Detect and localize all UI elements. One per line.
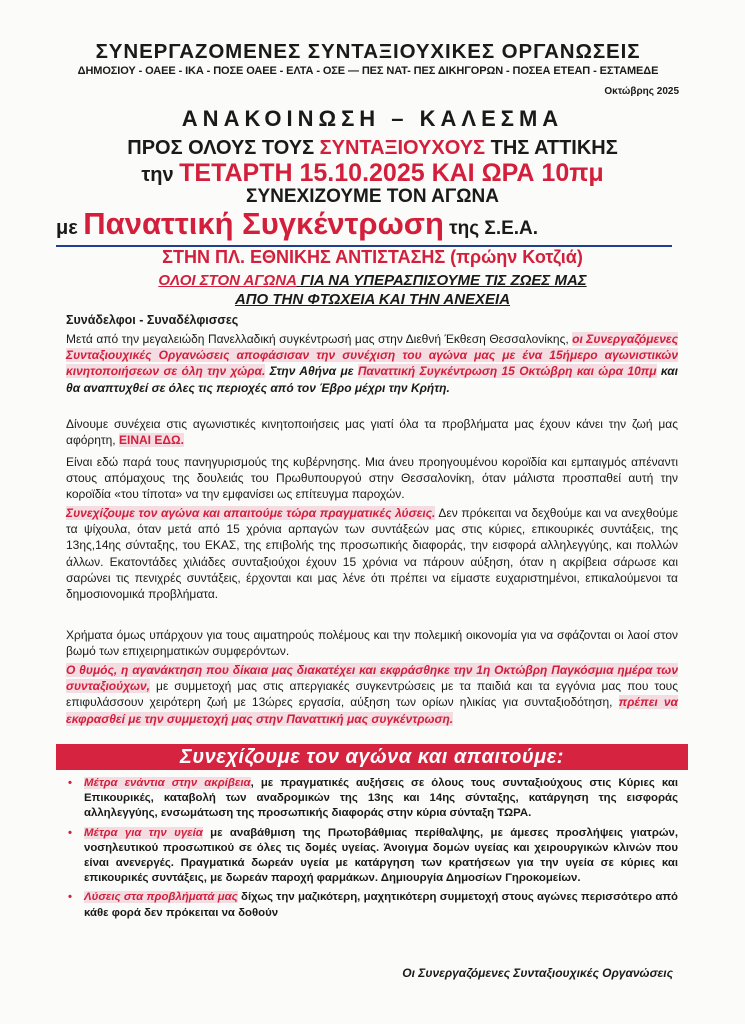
slogan-rest: ΓΙΑ ΝΑ ΥΠΕΡΑΣΠΙΣΟΥΜΕ ΤΙΣ ΖΩΕΣ ΜΑΣ	[296, 272, 587, 289]
slogan-line-2	[0, 290, 745, 309]
headline-rally-suffix: της Σ.Ε.Α.	[443, 218, 539, 239]
paragraph-3: Είναι εδώ παρά τους πανηγυρισμούς της κυβέρνησης. Μια άνευ προηγουμένου κοροϊδία και εμπαιγμός απέναντι στους απόμαχους της δουλειάς του Πρωθυπουργού στην Θεσσαλονίκη, όταν μάλιστα προσπαθεί αυτή την κοροϊδία «του τίποτα» να την εμφανίσει ως επίτευγμα παροχών.	[66, 455, 678, 502]
demand-text: δίχως την μαζικότερη, μαχητικότερη συμμετοχή στους αγώνες περισσότερο από κάθε φορά δεν πρόκειται να δοθούν	[84, 891, 679, 919]
p6-text: με συμμετοχή μας στις απεργιακές συγκεντρώσεις με τα παιδιά και τα εγγόνια μας που τους επιφυλάσσουν χειρότερη ζωή με 13ώρες εργασία, αύξηση των ορίων ηλικίας για συνταξιοδότηση,	[66, 679, 678, 710]
p6-highlight-c: πρέπει να εκφρασθεί με την συμμετοχή μας στην Παναττική μας συγκέντρωση.	[66, 695, 678, 726]
demands-list	[66, 776, 678, 925]
demand-lead: Λύσεις στα προβλήματά μας	[84, 891, 238, 904]
signature: Οι Συνεργαζόμενες Συνταξιουχικές Οργανώσεις	[402, 966, 673, 980]
demand-lead: Μέτρα για την υγεία	[84, 826, 203, 839]
bullet-icon: •	[68, 891, 72, 904]
headline-addressee	[0, 136, 745, 160]
demand-text: με αναβάθμιση της Πρωτοβάθμιας περίθαλψης, με άμεσες προσλήψεις γιατρών, νοσηλευτικού προσωπικού σε όλες τις δομές υγείας. Άνοιγμα δομών υγείας και χειρουργικών κλινών που είναι ανενεργές. Πραγματικά δωρεάν υγεία με κατάργηση των κρατήσεων για την υγεία σε κύριες και επικουρικές συντάξεις, με δωρεάν παροχή φαρμάκων. Δημιουργία Δημοσίων Γηροκομείων.	[84, 826, 679, 885]
bullet-icon: •	[68, 777, 72, 789]
p2-highlight: ΕΙΝΑΙ ΕΔΩ.	[118, 433, 184, 448]
p4-highlight: Συνεχίζουμε τον αγώνα και απαιτούμε τώρα πραγματικές λύσεις.	[66, 506, 436, 520]
p1-highlight-b: οι Συνεργαζόμενες Συνταξιουχικές Οργανώσεις αποφάσισαν την συνέχιση του αγώνα μας με ένα 15ήμερο αγωνιστικών κινητοποιήσεων σε όλη την χώρα.	[66, 332, 678, 379]
org-members: ΔΗΜΟΣΙΟΥ - ΟΑΕΕ - ΙΚΑ - ΠΟΣΕ ΟΑΕΕ - ΕΛΤΑ - ΟΣΕ — ΠΕΣ ΝΑΤ- ΠΕΣ ΔΙΚΗΓΟΡΩΝ - ΠΟΣΕΑ ΕΤΕΑΠ - ΕΣΤΑΜΕΔΕ	[77, 65, 659, 77]
demand-text: , με πραγματικές αυξήσεις σε όλους τους συνταξιούχους στις Κύριες και Επικουρικές, καταβολή των αναδρομικών της 13ης και 14ης σύνταξης, κατάργηση της εισφοράς αλληλεγγύης, ενσωμάτωση της προσωπικής διαφοράς στην κύρια σύνταξη ΤΩΡΑ.	[84, 777, 678, 820]
slogan-highlight: ΟΛΟΙ ΣΤΟΝ ΑΓΩΝΑ	[158, 272, 297, 289]
headline-rally-prefix: με	[56, 217, 84, 239]
paragraph-5: Χρήματα όμως υπάρχουν για τους αιματηρούς πολέμους και την πολεμική οικονομία για να σφάζονται οι λαοί στον βωμό των επιχειρηματικών συμφερόντων.	[66, 628, 678, 659]
headline-location: ΣΤΗΝ ΠΛ. ΕΘΝΙΚΗΣ ΑΝΤΙΣΤΑΣΗΣ (πρώην Κοτζιά)	[162, 247, 583, 267]
slogan-line-1	[0, 271, 745, 290]
paragraph-4	[66, 505, 678, 602]
demand-item	[66, 776, 678, 822]
p2-text-a: Δίνουμε συνέχεια στις αγωνιστικές κινητοποιήσεις μας γιατί όλα τα προβλήματα μας έχουν κάνει την ζωή μας αφόρητη,	[66, 417, 678, 448]
bullet-icon: •	[68, 826, 72, 839]
paragraph-1	[66, 331, 678, 396]
p4-text: Δεν πρόκειται να δεχθούμε και να ανεχθούμε τα ψίχουλα, όταν μετά από 15 χρόνια αρπαγών των συντάξεών μας στις κύριες, επικουρικές συντάξεις, της 13ης,14ης σύνταξης, του ΕΚΑΣ, της επιβολής της προσωπικής διαφοράς, την εισφορά αλληλεγγύης, και πολλών άλλων. Εκατοντάδες χιλιάδες συνταξιούχοι έχουν 15 χρόνια να πάρουν αύξηση, όταν η ακρίβεια σάρωσε και σαρώνει τις πενιχρές συντάξεις, έρχονται και μας λένε ότι πρέπει να είμαστε ευχαριστημένοι, επικαλούμενοι τα δημοσιονομικά προβλήματα.	[66, 506, 678, 602]
paragraph-2	[66, 416, 678, 448]
document-date: Οκτώβρης 2025	[604, 86, 679, 97]
headline-continue: ΣΥΝΕΧΙΖΟΥΜΕ ΤΟΝ ΑΓΩΝΑ	[246, 186, 499, 207]
headline-addressee-c: ΤΗΣ ΑΤΤΙΚΗΣ	[485, 137, 618, 159]
headline-datetime	[0, 159, 745, 189]
headline-rally	[56, 205, 716, 249]
demand-item	[66, 826, 678, 887]
headline-datetime-prefix: την	[141, 164, 180, 186]
greeting: Συνάδελφοι - Συναδέλφισσες	[66, 313, 239, 327]
headline-addressee-b: ΣΥΝΤΑΞΙΟΥΧΟΥΣ	[319, 137, 486, 159]
headline-addressee-a: ΠΡΟΣ ΟΛΟΥΣ ΤΟΥΣ	[127, 137, 320, 159]
announcement-title: ΑΝΑΚΟΙΝΩΣΗ – ΚΑΛΕΣΜΑ	[181, 106, 564, 131]
demand-item	[66, 890, 678, 920]
headline-datetime-value: ΤΕΤΑΡΤΗ 15.10.2025 ΚΑΙ ΩΡΑ 10πμ	[179, 159, 604, 187]
paragraph-6	[66, 662, 678, 727]
p1-highlight-d: Παναττική Συγκέντρωση 15 Οκτώβρη και ώρα 10πμ	[357, 364, 657, 379]
slogan-line-2-text: ΑΠΟ ΤΗΝ ΦΤΩΧΕΙΑ ΚΑΙ ΤΗΝ ΑΝΕΧΕΙΑ	[234, 291, 511, 308]
p1-text-e: και θα αναπτυχθεί σε όλες τις περιοχές από τον Έβρο μέχρι την Κρήτη.	[66, 364, 679, 395]
org-title: ΣΥΝΕΡΓΑΖΟΜΕΝΕΣ ΣΥΝΤΑΞΙΟΥΧΙΚΕΣ ΟΡΓΑΝΩΣΕΙΣ	[95, 40, 641, 63]
p1-text-a: Μετά από την μεγαλειώδη Πανελλαδική συγκέντρωσή μας στην Διεθνή Έκθεση Θεσσαλονίκης,	[66, 332, 573, 346]
p6-highlight-a: Ο θυμός, η αγανάκτηση που δίκαια μας διακατέχει και εκφράσθηκε την 1η Οκτώβρη Παγκόσμια ημέρα των συνταξιούχων,	[66, 663, 678, 694]
demands-title-bar: Συνεχίζουμε τον αγώνα και απαιτούμε:	[56, 744, 688, 770]
p1-text-c: Στην Αθήνα με	[265, 364, 358, 379]
demand-lead: Μέτρα ενάντια στην ακρίβεια	[84, 777, 251, 789]
headline-rally-name: Παναττική Συγκέντρωση	[83, 206, 444, 241]
